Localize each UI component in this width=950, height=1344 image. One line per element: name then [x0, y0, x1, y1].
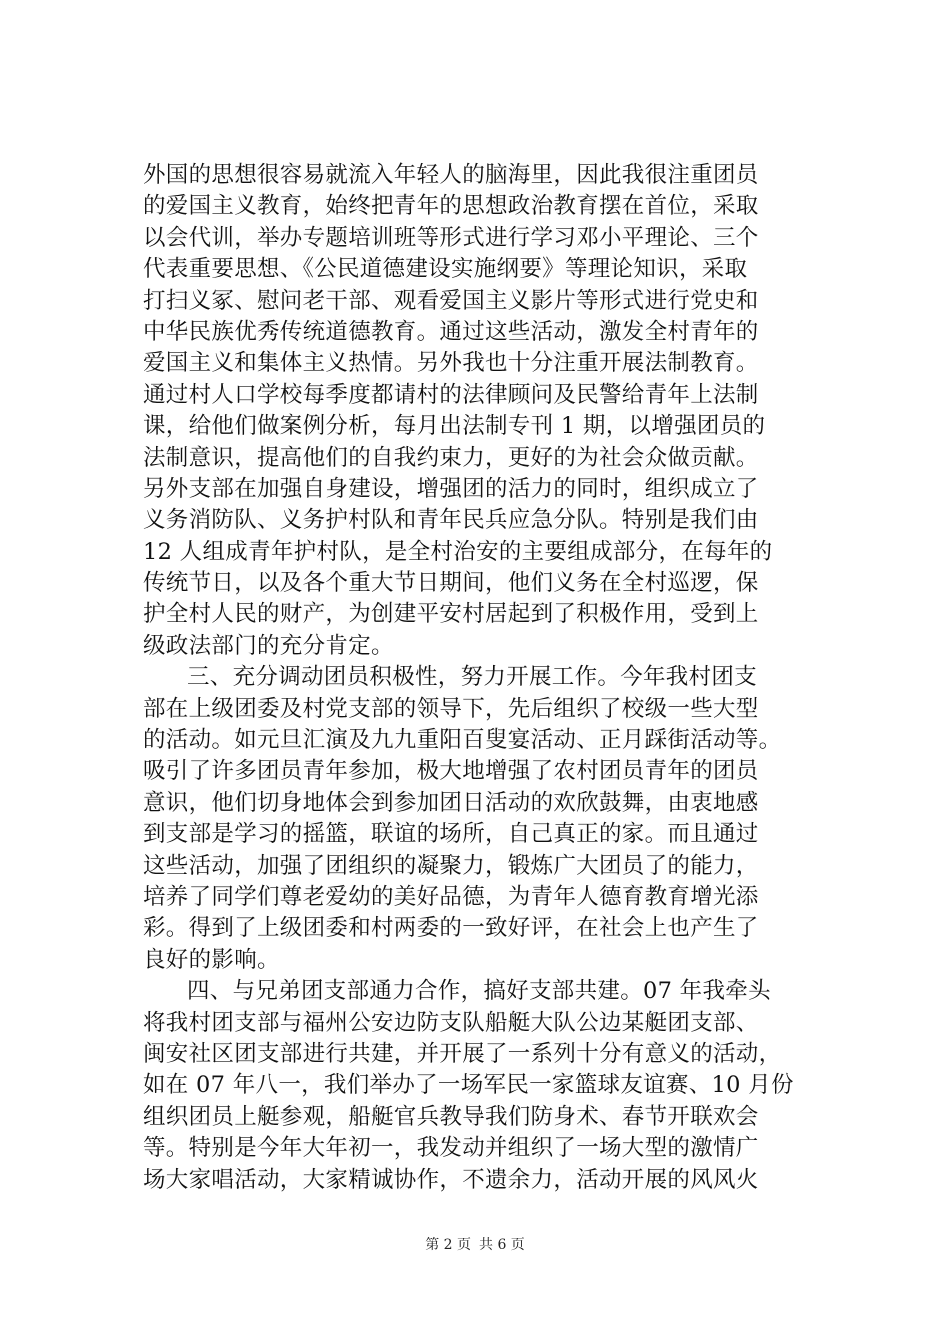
text-line: 等。特别是今年大年初一，我发动并组织了一场大型的激情广	[143, 1135, 759, 1162]
text-line: 打扫义冢、慰问老干部、观看爱国主义影片等形式进行党史和	[143, 287, 759, 314]
text-line: 培养了同学们尊老爱幼的美好品德，为青年人德育教育增光添	[143, 883, 759, 910]
text-line: 场大家唱活动，大家精诚协作，不遗余力，活动开展的风风火	[143, 1166, 759, 1193]
text-line: 这些活动，加强了团组织的凝聚力，锻炼广大团员了的能力，	[143, 852, 759, 879]
document-body	[143, 160, 831, 1196]
text-line: 将我村团支部与福州公安边防支队船艇大队公边某艇团支部、	[143, 1009, 759, 1036]
text-line: 闽安社区团支部进行共建，并开展了一系列十分有意义的活动，	[143, 1040, 782, 1067]
text-line: 中华民族优秀传统道德教育。通过这些活动，激发全村青年的	[143, 318, 759, 345]
text-line: 另外支部在加强自身建设，增强团的活力的同时，组织成立了	[143, 475, 759, 502]
text-line: 代表重要思想、《公民道德建设实施纲要》等理论知识，采取	[143, 256, 748, 283]
text-line: 课，给他们做案例分析，每月出法制专刊 1 期，以增强团员的	[143, 413, 766, 440]
text-line: 的爱国主义教育，始终把青年的思想政治教育摆在首位，采取	[143, 193, 759, 220]
text-line: 良好的影响。	[143, 946, 280, 973]
text-line: 彩。得到了上级团委和村两委的一致好评，在社会上也产生了	[143, 915, 759, 942]
page-number: 第 2 页	[425, 1237, 471, 1253]
text-line: 12 人组成青年护村队，是全村治安的主要组成部分，在每年的	[143, 538, 773, 565]
text-line: 以会代训，举办专题培训班等形式进行学习邓小平理论、三个	[143, 224, 759, 251]
text-line: 吸引了许多团员青年参加，极大地增强了农村团员青年的团员	[143, 758, 759, 785]
text-line: 组织团员上艇参观，船艇官兵教导我们防身术、春节开联欢会	[143, 1103, 759, 1130]
page-footer	[0, 1236, 950, 1254]
text-line: 护全村人民的财产，为创建平安村居起到了积极作用，受到上	[143, 601, 759, 628]
paragraph-start-line: 三、充分调动团员积极性，努力开展工作。今年我村团支	[187, 664, 758, 691]
text-line: 的活动。如元旦汇演及九九重阳百叟宴活动、正月踩街活动等。	[143, 727, 782, 754]
text-line: 如在 07 年八一，我们举办了一场军民一家篮球友谊赛、10 月份	[143, 1072, 794, 1099]
text-line: 通过村人口学校每季度都请村的法律顾问及民警给青年上法制	[143, 381, 759, 408]
page-total: 共 6 页	[479, 1237, 525, 1253]
text-line: 部在上级团委及村党支部的领导下，先后组织了校级一些大型	[143, 695, 759, 722]
text-line: 到支部是学习的摇篮，联谊的场所，自己真正的家。而且通过	[143, 821, 759, 848]
text-line: 外国的思想很容易就流入年轻人的脑海里，因此我很注重团员	[143, 162, 759, 188]
text-line: 传统节日，以及各个重大节日期间，他们义务在全村巡逻，保	[143, 570, 759, 597]
text-line: 法制意识，提高他们的自我约束力，更好的为社会众做贡献。	[143, 444, 759, 471]
paragraph-start-line: 四、与兄弟团支部通力合作，搞好支部共建。07 年我牵头	[187, 978, 771, 1005]
text-line: 义务消防队、义务护村队和青年民兵应急分队。特别是我们由	[143, 507, 759, 534]
text-line: 爱国主义和集体主义热情。另外我也十分注重开展法制教育。	[143, 350, 759, 377]
text-line: 意识，他们切身地体会到参加团日活动的欢欣鼓舞，由衷地感	[143, 789, 759, 816]
text-line: 级政法部门的充分肯定。	[143, 632, 394, 659]
